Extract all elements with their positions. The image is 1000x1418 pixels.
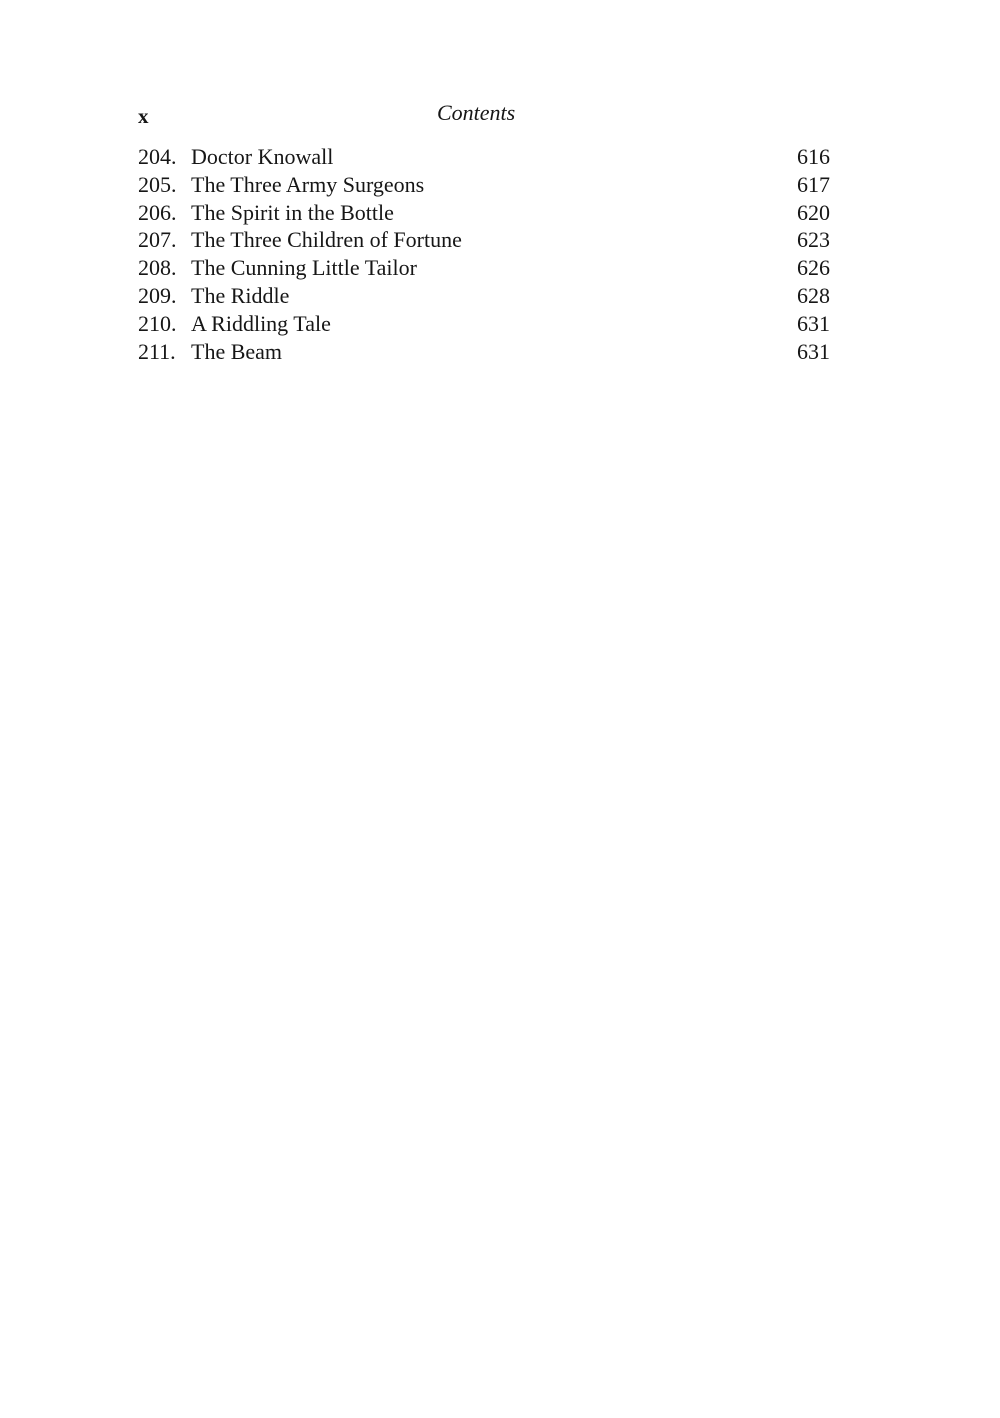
toc-entry-number: 206. [138,199,177,225]
toc-entry [138,199,830,227]
toc-entry [138,171,830,199]
toc-entry-title: A Riddling Tale [191,310,331,336]
page-number: x [138,104,149,128]
toc-entry-number: 210. [138,310,177,336]
toc-entry-page: 631 [797,310,830,336]
toc-entry-number: 205. [138,171,177,197]
toc-entry [138,338,830,366]
running-head [138,100,830,130]
toc-entry-number: 204. [138,144,177,169]
toc-entry-number: 209. [138,282,177,308]
toc-entry-title: The Three Army Surgeons [191,171,425,197]
toc-entry-page: 631 [797,338,830,364]
toc-entry-page: 617 [797,171,830,197]
toc-entry-page: 623 [797,227,830,253]
toc-entry-page: 616 [797,144,830,169]
toc-entry [138,254,830,282]
toc-entry-title: The Riddle [191,282,290,308]
toc-entry [138,282,830,310]
table-of-contents [138,143,830,365]
running-title: Contents [437,100,516,125]
toc-entry [138,226,830,254]
toc-entry-title: The Beam [191,338,283,364]
toc-entry-title: The Three Children of Fortune [191,227,462,253]
toc-entry-page: 626 [797,255,830,281]
toc-entry-title: Doctor Knowall [191,144,334,169]
toc-entry-number: 211. [138,338,176,364]
toc-entry-title: The Spirit in the Bottle [191,199,394,225]
toc-entry [138,310,830,338]
toc-entry-page: 628 [797,282,830,308]
toc-entry-page: 620 [797,199,830,225]
toc-entry-title: The Cunning Little Tailor [191,255,417,281]
toc-entry [138,143,830,171]
toc-entry-number: 207. [138,227,177,253]
toc-entry-number: 208. [138,255,177,281]
